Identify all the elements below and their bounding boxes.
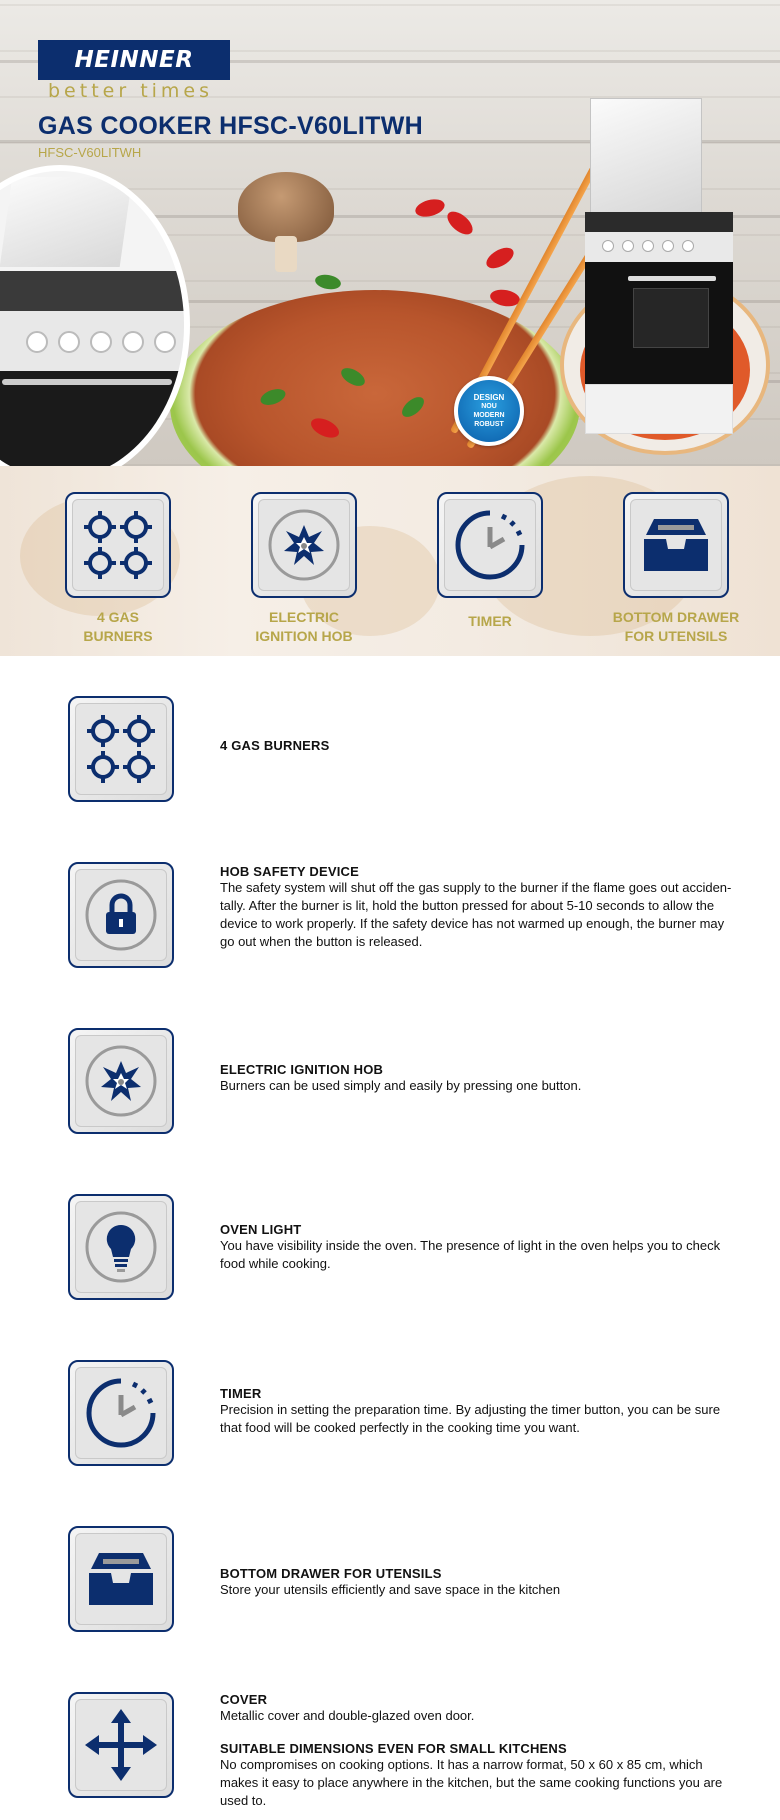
- list-item-text: [220, 1386, 740, 1437]
- list-item-title: HOB SAFETY DEVICE: [220, 864, 359, 879]
- cooker-knob: [26, 331, 48, 353]
- feature-icon-box: [437, 492, 543, 598]
- feature-label: [468, 612, 512, 631]
- feature-label: [255, 608, 352, 646]
- lock-icon: [81, 875, 161, 955]
- cooker-knob: [622, 240, 634, 252]
- list-item-title: SUITABLE DIMENSIONS EVEN FOR SMALL KITCHENS: [220, 1741, 567, 1756]
- design-badge: [454, 376, 524, 446]
- list-item-text: [220, 1566, 740, 1599]
- list-item-text: [220, 1062, 740, 1095]
- list-item-text: [220, 864, 740, 951]
- cooker-oven-window: [633, 288, 709, 348]
- gas-burners-icon: [78, 505, 158, 585]
- cooker-lid: [590, 98, 702, 216]
- mushroom-stem: [275, 236, 297, 272]
- cooker-knob: [122, 331, 144, 353]
- feature-icon-box: [623, 492, 729, 598]
- timer-icon: [81, 1373, 161, 1453]
- badge-line: ROBUST: [474, 421, 504, 428]
- product-code: HFSC-V60LITWH: [38, 145, 142, 160]
- badge-line: DESIGN: [473, 393, 505, 402]
- feature-label-line: FOR UTENSILS: [624, 628, 728, 644]
- list-item-description: Precision in setting the preparation time. By adjusting the timer button, you can be sure that food will be cooked perfectly in the cooking time you want.: [220, 1402, 721, 1435]
- list-icon-box: [68, 1526, 174, 1632]
- feature-electric-ignition: [234, 492, 374, 646]
- list-icon-box: [68, 1028, 174, 1134]
- list-item-title: COVER: [220, 1692, 268, 1707]
- feature-label-line: TIMER: [468, 613, 512, 629]
- dimensions-arrows-icon: [81, 1705, 161, 1785]
- feature-gas-burners: [48, 492, 188, 646]
- list-item-title: BOTTOM DRAWER FOR UTENSILS: [220, 1566, 442, 1581]
- hero-banner: [0, 0, 780, 466]
- drawer-icon: [81, 1539, 161, 1619]
- brand-name: HEINNER: [74, 47, 194, 73]
- feature-icon-box: [65, 492, 171, 598]
- feature-timer: [420, 492, 560, 631]
- cooker-oven-door: [0, 371, 190, 466]
- product-title: GAS COOKER HFSC-V60LITWH: [38, 112, 423, 140]
- drawer-icon: [636, 505, 716, 585]
- electric-ignition-icon: [264, 505, 344, 585]
- list-icon-box: [68, 862, 174, 968]
- cooker-knob: [662, 240, 674, 252]
- herb-leaf: [314, 273, 342, 291]
- list-icon-box: [68, 1360, 174, 1466]
- cooker-knob: [642, 240, 654, 252]
- list-icon-box: [68, 1194, 174, 1300]
- cooker-lid: [0, 177, 132, 267]
- cooker-closeup: [0, 165, 190, 466]
- list-item-description: You have visibility inside the oven. The presence of light in the oven helps you to check food while cooking.: [220, 1238, 721, 1271]
- feature-label: [83, 608, 152, 646]
- cooker-grate: [0, 271, 190, 311]
- list-item-text: [220, 738, 740, 753]
- list-item-text: [220, 1222, 740, 1273]
- brand-logo: [38, 40, 230, 80]
- badge-line: NOU: [481, 403, 497, 410]
- light-bulb-icon: [81, 1207, 161, 1287]
- list-item-text: [220, 1692, 740, 1810]
- chili-pepper: [483, 244, 517, 273]
- electric-ignition-icon: [81, 1041, 161, 1121]
- list-item-description: Metallic cover and double-glazed oven door.: [220, 1708, 475, 1723]
- list-item-title: OVEN LIGHT: [220, 1222, 302, 1237]
- list-item-description: No compromises on cooking options. It has a narrow format, 50 x 60 x 85 cm, which makes it easy to place anywhere in the kitchen, but the same cooking functions you are used to.: [220, 1757, 723, 1808]
- feature-bottom-drawer: [606, 492, 746, 646]
- cooker-knob: [90, 331, 112, 353]
- feature-label-line: 4 GAS: [96, 609, 139, 625]
- list-item-description: Store your utensils efficiently and save space in the kitchen: [220, 1582, 561, 1597]
- cooker-handle: [628, 276, 716, 281]
- gas-burners-icon: [81, 709, 161, 789]
- list-icon-box: [68, 1692, 174, 1798]
- cooker-handle: [2, 379, 172, 385]
- cooker-drawer: [585, 384, 733, 434]
- list-item-title: ELECTRIC IGNITION HOB: [220, 1062, 384, 1077]
- mushroom: [238, 172, 334, 242]
- cooker-knob: [602, 240, 614, 252]
- list-item-title: 4 GAS BURNERS: [220, 738, 330, 753]
- feature-icon-box: [251, 492, 357, 598]
- feature-label-line: BURNERS: [83, 628, 153, 644]
- feature-label-line: IGNITION HOB: [255, 628, 353, 644]
- badge-line: MODERN: [473, 412, 505, 419]
- chili-pepper: [443, 207, 476, 239]
- list-item-description: Burners can be used simply and easily by pressing one button.: [220, 1078, 582, 1093]
- list-icon-box: [68, 696, 174, 802]
- brand-tagline: better times: [48, 80, 214, 102]
- cooker-knob: [154, 331, 176, 353]
- cooker-knob: [58, 331, 80, 353]
- feature-label-line: BOTTOM DRAWER: [612, 609, 740, 625]
- cooker-grate: [585, 212, 733, 232]
- list-item-description: The safety system will shut off the gas supply to the burner if the flame goes out acciden-tally. After the burner is lit, hold the button pressed for about 5-10 seconds to allow the device to work properly. If the safety device has not warmed up enough, the burner may go out when the button is released.: [220, 880, 732, 949]
- list-item-title: TIMER: [220, 1386, 262, 1401]
- feature-label: [613, 608, 740, 646]
- cooker-knob: [682, 240, 694, 252]
- timer-icon: [450, 505, 530, 585]
- feature-label-line: ELECTRIC: [268, 609, 339, 625]
